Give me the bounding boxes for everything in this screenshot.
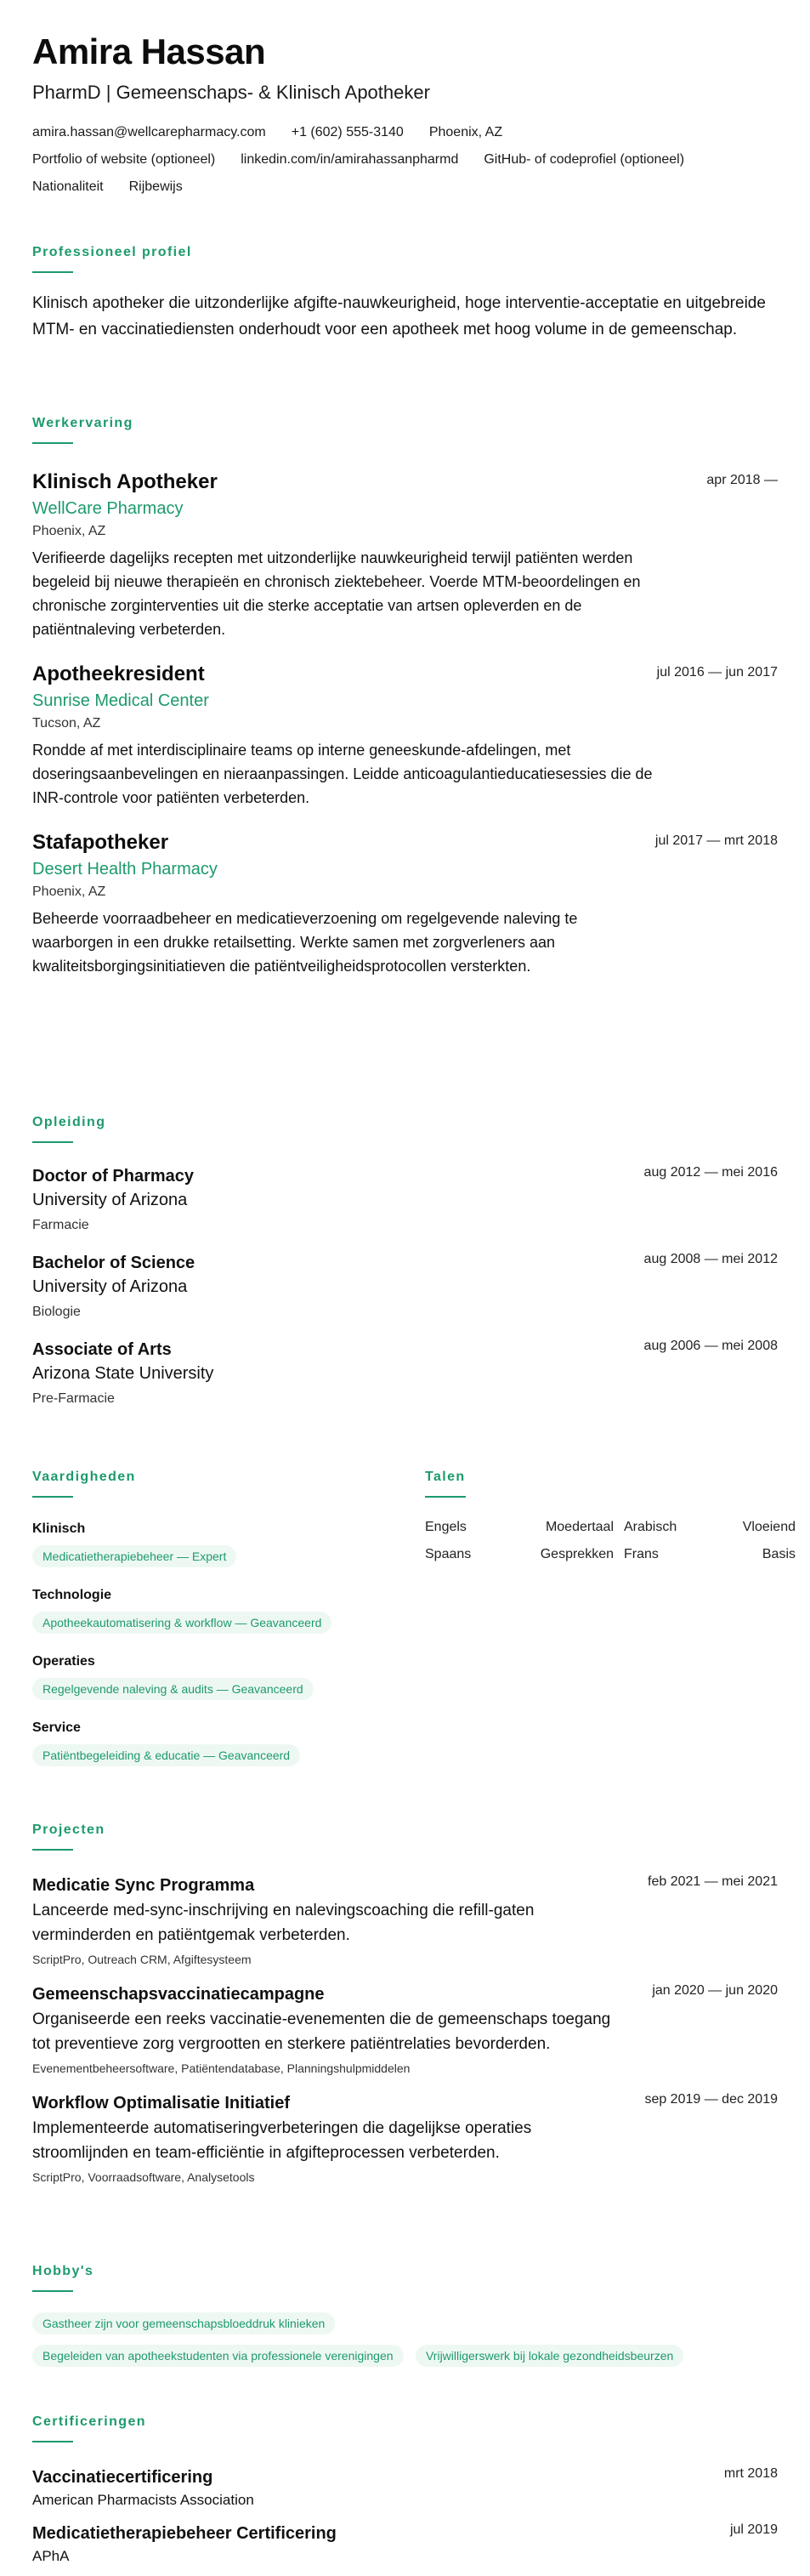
education-entry [32,1339,778,1408]
contact-row [32,124,778,141]
certification-entry [32,2522,778,2567]
section-title: Certificeringen [32,2414,146,2429]
language-name: Spaans [425,1547,472,1561]
job-description: Verifieerde dagelijks recepten met uitzonderlijke nauwkeurigheid terwijl patiënten werden begeleid bij nieuwe therapieën en chronisch ziektebeheer. Voerde MTM-beoordelingen en chronische zorginterventies uit die sterke acceptatie van artsen opleverden en de patiëntnaleving verbeterden. [32,549,641,638]
section-title: Vaardigheden [32,1470,136,1484]
project-tech: ScriptPro, Outreach CRM, Afgiftesysteem [32,1953,252,1966]
hobby-pill: Gastheer zijn voor gemeenschapsbloeddruk klinieken [32,2312,335,2334]
experience-section [32,415,778,978]
language-level: Basis [762,1547,796,1561]
section-divider [32,1849,73,1851]
project-description: Organiseerde een reeks vaccinatie-evenementen die de gemeenschaps toegang tot preventieve zorg vergrootten en sterkere patiëntrelaties bevorderden. [32,2010,611,2053]
education-degree: Doctor of Pharmacy [32,1167,195,1186]
education-school: University of Arizona [32,1191,188,1209]
job-description: Rondde af met interdisciplinaire teams op interne geneeskunde-afdelingen, met doseringsaanbevelingen en nieraanpassingen. Leidde anticoagulantieducatiesessies die de INR-controle voor patiënten verbeterden. [32,742,653,806]
job-dates: jul 2016 — jun 2017 [656,665,778,680]
education-entry [32,1165,778,1235]
section-title: Opleiding [32,1115,106,1129]
summary-text: Klinisch apotheker die uitzonderlijke afgifte-nauwkeurigheid, hoge interventie-acceptatie en uitgebreide MTM- en vaccinatiediensten onderhoudt voor een apotheek met hoog volume in de gemeenschap. [32,294,766,338]
candidate-headline: PharmD | Gemeenschaps- & Klinisch Apotheker [32,82,430,103]
languages-section [425,1469,796,1562]
skill-category: Klinisch [32,1521,86,1536]
job-company: Sunrise Medical Center [32,691,209,710]
education-section [32,1114,778,1408]
hobby-pill: Begeleiden van apotheekstudenten via professionele verenigingen [32,2345,404,2367]
project-title: Workflow Optimalisatie Initiatief [32,2094,291,2113]
education-dates: aug 2008 — mei 2012 [643,1252,778,1266]
section-divider [32,2290,73,2292]
education-degree: Bachelor of Science [32,1254,195,1272]
project-tech: Evenementbeheersoftware, Patiëntendatabase, Planningshulpmiddelen [32,2061,411,2075]
certification-date: jul 2019 [729,2522,778,2537]
skills-section [32,1469,406,1766]
job-dates: apr 2018 — [706,473,778,487]
job-description: Beheerde voorraadbeheer en medicatieverzoening om regelgevende naleving te waarborgen in een drukke retailsetting. Werkte samen met zorgverleners aan kwaliteitsborgingsinitiatieven die patiëntveiligheidsprotocollen versterkten. [32,910,578,975]
personal-row [32,179,778,196]
education-dates: aug 2006 — mei 2008 [643,1339,778,1353]
languages-grid [425,1520,796,1562]
job-dates: jul 2017 — mrt 2018 [654,833,778,848]
phone-text: +1 (602) 555-3140 [291,125,404,139]
location-text: Phoenix, AZ [428,125,503,139]
github-link[interactable]: GitHub- of codeprofiel (optioneel) [484,152,685,167]
language-name: Frans [624,1547,659,1561]
education-school: University of Arizona [32,1277,188,1296]
education-degree: Associate of Arts [32,1340,172,1359]
certification-issuer: APhA [32,2548,70,2564]
linkedin-link[interactable]: linkedin.com/in/amirahassanpharmd [241,152,459,167]
project-dates: feb 2021 — mei 2021 [648,1874,778,1889]
certification-title: Vaccinatiecertificering [32,2468,213,2487]
project-tech: ScriptPro, Voorraadsoftware, Analysetools [32,2170,255,2184]
job-company: Desert Health Pharmacy [32,860,218,879]
certification-title: Medicatietherapiebeheer Certificering [32,2524,337,2543]
project-description: Implementeerde automatiseringverbeteringen die dagelijkse operaties stroomlijnden en team-efficiëntie in afgifteprocessen verbeterden. [32,2119,532,2162]
education-field: Biologie [32,1305,81,1319]
section-title: Talen [425,1470,466,1484]
education-dates: aug 2012 — mei 2016 [643,1165,778,1180]
skill-group [32,1652,406,1700]
project-entry [32,1874,778,1968]
skill-category: Technologie [32,1588,112,1602]
links-row [32,151,778,168]
skill-group [32,1520,406,1567]
language-level: Moedertaal [545,1520,614,1534]
skill-pill: Medicatietherapiebeheer — Expert [32,1545,236,1567]
section-divider [32,442,73,444]
section-divider [32,1141,73,1143]
section-divider [425,1496,466,1498]
projects-section [32,1822,778,2186]
portfolio-link[interactable]: Portfolio of website (optioneel) [32,152,216,167]
skill-pill: Regelgevende naleving & audits — Geavanceerd [32,1678,314,1700]
hobbies-section [32,2263,778,2367]
certification-date: mrt 2018 [723,2466,778,2481]
section-title: Werkervaring [32,416,133,430]
section-divider [32,1496,73,1498]
job-location: Phoenix, AZ [32,524,106,538]
job-title: Apotheekresident [32,662,205,685]
project-title: Gemeenschapsvaccinatiecampagne [32,1985,325,2004]
job-entry [32,662,778,810]
job-entry [32,469,778,641]
skill-pill: Apotheekautomatisering & workflow — Geavanceerd [32,1612,331,1634]
project-dates: jan 2020 — jun 2020 [652,1983,778,1998]
language-name: Engels [425,1520,467,1534]
job-title: Klinisch Apotheker [32,470,218,493]
section-divider [32,271,73,273]
job-entry [32,830,778,978]
language-level: Vloeiend [742,1520,796,1534]
job-title: Stafapotheker [32,831,169,854]
project-entry [32,1983,778,2077]
hobby-pill: Vrijwilligerswerk bij lokale gezondheidsbeurzen [416,2345,683,2367]
job-location: Phoenix, AZ [32,884,106,899]
license-text: Rijbewijs [128,179,183,194]
language-level: Gesprekken [540,1547,614,1561]
skill-category: Operaties [32,1654,95,1669]
email-link[interactable]: amira.hassan@wellcarepharmacy.com [32,125,266,139]
certification-issuer: American Pharmacists Association [32,2492,254,2508]
section-divider [32,2441,73,2442]
project-title: Medicatie Sync Programma [32,1876,255,1895]
section-title: Hobby's [32,2264,94,2278]
project-entry [32,2092,778,2186]
job-location: Tucson, AZ [32,716,101,731]
nationality-text: Nationaliteit [32,179,104,194]
section-title: Professioneel profiel [32,245,192,259]
candidate-name: Amira Hassan [32,31,266,71]
education-field: Farmacie [32,1218,89,1232]
skill-pill: Patiëntbegeleiding & educatie — Geavanceerd [32,1744,300,1766]
summary-section [32,244,778,343]
education-entry [32,1252,778,1322]
education-field: Pre-Farmacie [32,1391,115,1406]
language-name: Arabisch [624,1520,677,1534]
certification-entry [32,2466,778,2511]
project-dates: sep 2019 — dec 2019 [644,2092,778,2107]
job-company: WellCare Pharmacy [32,499,184,518]
skill-group [32,1719,406,1766]
education-school: Arizona State University [32,1364,214,1383]
skill-group [32,1586,406,1634]
project-description: Lanceerde med-sync-inschrijving en nalevingscoaching die refill-gaten verminderden en patiëntgemak verbeterden. [32,1902,535,1944]
section-title: Projecten [32,1823,105,1837]
certifications-section [32,2414,778,2567]
skill-category: Service [32,1720,81,1735]
